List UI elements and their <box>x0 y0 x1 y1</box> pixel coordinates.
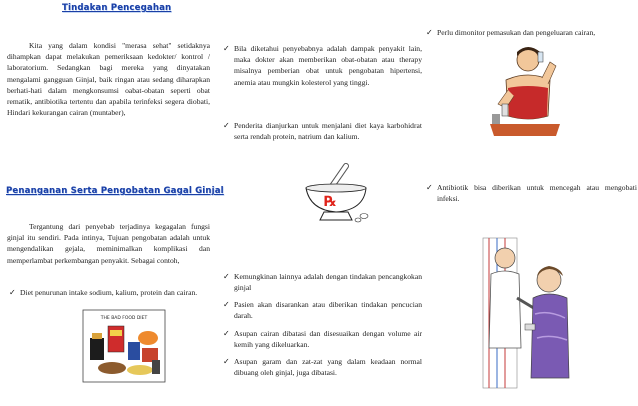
bullet-monitor-fluid-text: Perlu dimonitor pemasukan dan pengeluaran cairan, <box>437 28 596 37</box>
check-icon: ✓ <box>223 121 230 130</box>
check-icon: ✓ <box>223 44 230 53</box>
check-icon: ✓ <box>426 183 433 192</box>
heading-prevention: Tindakan Pencegahan <box>62 3 172 13</box>
bullet-transplant-text: Kemungkinan lainnya adalah dengan tindakan pencangkokan ginjal <box>234 272 422 293</box>
column-right <box>422 0 638 406</box>
bullet-carb-diet <box>223 120 422 142</box>
check-icon: ✓ <box>223 357 230 366</box>
bullet-medication-text: Bila diketahui penyebabnya adalah dampak penyakit lain, maka dokter akan memberikan obat-obatan atau therapy misalnya pemberian obat untuk pengobatan hipertensi, anemia atau mungkin kolesterol yang tinggi. <box>234 44 422 87</box>
bullet-salt-limit <box>223 356 422 378</box>
bullet-carb-diet-text: Penderita dianjurkan untuk menjalani diet kaya karbohidrat serta rendah protein, natrium dan kalium. <box>234 121 422 142</box>
bullet-antibiotic-text: Antibiotik bisa diberikan untuk mencegah atau mengobati infeksi. <box>437 183 637 204</box>
column-left <box>0 0 224 406</box>
bullet-fluid-limit-text: Asupan cairan dibatasi dan disesuaikan dengan volume air kemih yang dikeluarkan. <box>234 329 422 350</box>
rx-icon: ℞ <box>324 194 337 210</box>
prevention-paragraph: Kita yang dalam kondisi "merasa sehat" setidaknya dihampkan dapat melakukan pemeriksaan kedokter/ kontrol / laboratorium. Sedangkan bagi mereka yang dinyatakan mengalami gangguan Ginjal, baik ringan atau sedang diharapkan berhati-hati dalam mengkonsumsi oabat-obatan seperti obat rematik, antibiotika tertentu dan apabila terinfeksi segera diobati, Hindari kekurangan cairan (muntaber), <box>7 41 210 118</box>
bullet-fluid-limit <box>223 328 422 350</box>
bullet-medication <box>223 43 422 88</box>
check-icon: ✓ <box>223 329 230 338</box>
bullet-diet-text: Diet penurunan intake sodium, kalium, protein dan cairan. <box>20 288 198 297</box>
food-illustration <box>82 308 167 386</box>
man-drinking-illustration <box>484 44 566 142</box>
check-icon: ✓ <box>223 300 230 309</box>
doctor-patient-illustration <box>477 228 577 398</box>
treatment-paragraph: Tergantung dari penyebab terjadinya kegagalan fungsi ginjal itu sendiri. Pada intinya, Tujuan pengobatan adalah untuk mengendalikan gejala, meminimalkan komplikasi dan memperlambat perkembangan penyakit. Sebagai contoh, <box>7 222 210 265</box>
mortar-pestle-illustration <box>298 162 373 224</box>
food-caption: THE BAD FOOD DIET <box>100 316 148 321</box>
bullet-dialysis-text: Pasien akan disarankan atau diberikan tindakan pencucian darah. <box>234 300 422 321</box>
check-icon: ✓ <box>223 272 230 281</box>
bullet-antibiotic <box>426 182 637 204</box>
check-icon: ✓ <box>426 28 433 37</box>
check-icon: ✓ <box>9 288 16 297</box>
column-middle <box>213 0 421 406</box>
bullet-salt-limit-text: Asupan garam dan zat-zat yang dalam keadaan normal dibuang oleh ginjal, juga dibatasi. <box>234 357 422 378</box>
bullet-diet <box>9 287 213 298</box>
bullet-dialysis <box>223 299 422 321</box>
bullet-transplant <box>223 271 422 293</box>
bullet-monitor-fluid <box>426 27 637 38</box>
heading-treatment: Penanganan Serta Pengobatan Gagal Ginjal <box>6 186 224 196</box>
